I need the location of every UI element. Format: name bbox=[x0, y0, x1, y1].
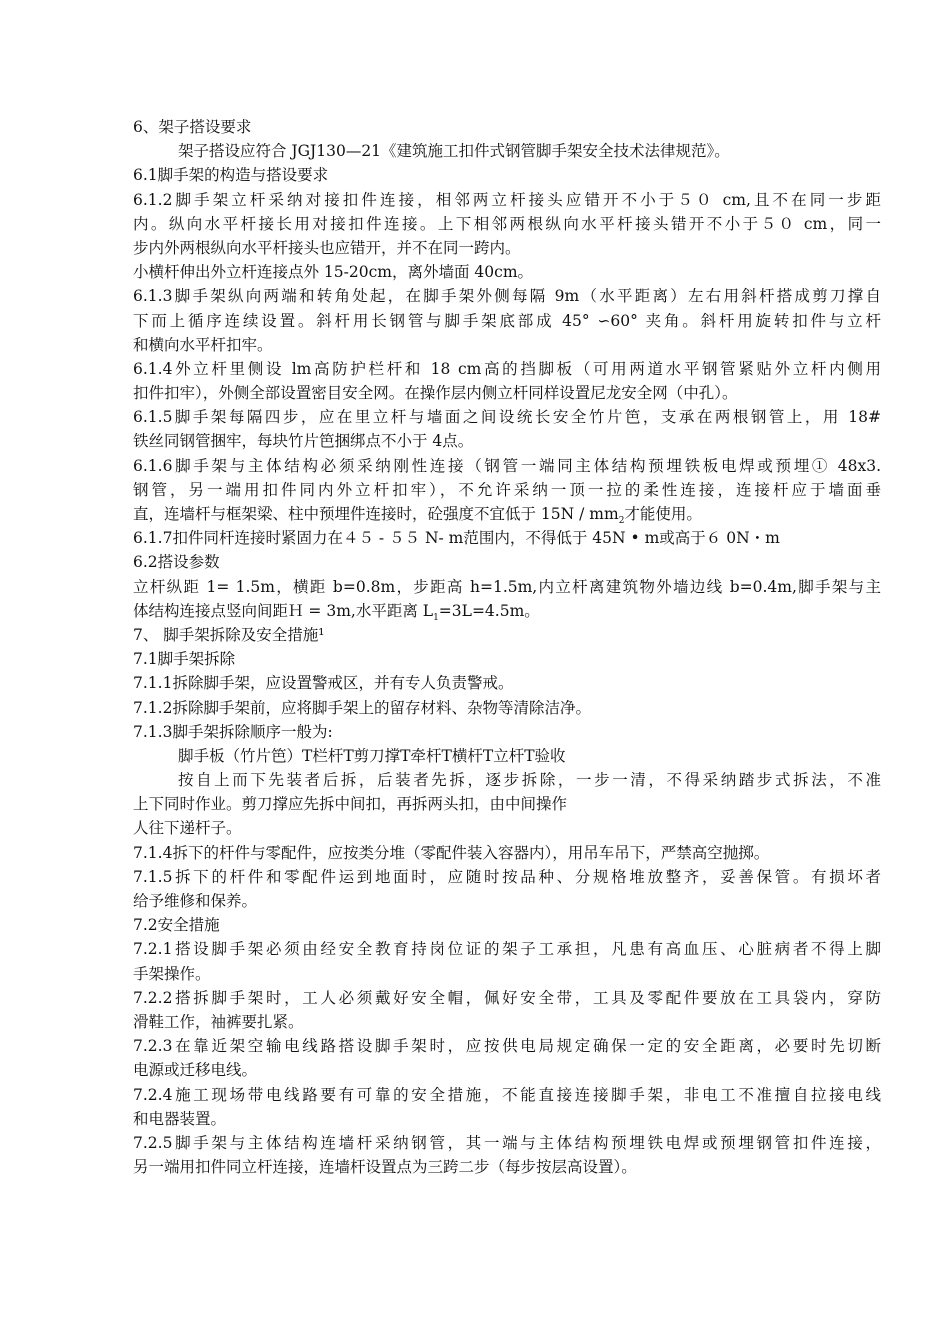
paragraph-line: 小横杆伸出外立杆连接点外 15-20cm，离外墙面 40cm。 bbox=[133, 263, 534, 282]
paragraph-line: 脚手板（竹片笆）T栏杆T剪刀撑T牵杆T横杆T立杆T验收 bbox=[178, 746, 566, 765]
paragraph-line: 7.2.4施工现场带电线路要有可靠的安全措施，不能直接连接脚手架，非电工不准擅自拉接电线 bbox=[133, 1085, 881, 1104]
paragraph-line: 7.1.5拆下的杆件和零配件运到地面时，应随时按品种、分规格堆放整齐，妥善保管。有损坏者 bbox=[133, 867, 881, 886]
section-heading: 6、架子搭设要求 bbox=[133, 118, 252, 136]
paragraph-line bbox=[133, 599, 881, 623]
subscript: 2 bbox=[618, 516, 625, 527]
paragraph-line: 7.1.4拆下的杆件与零配件，应按类分堆（零配件装入容器内），用吊车吊下，严禁高空抛掷。 bbox=[133, 843, 770, 862]
paragraph-line: 滑鞋工作，袖裤要扎紧。 bbox=[133, 1012, 304, 1031]
paragraph-line: 钢管，另一端用扣件同内外立杆扣牢），不允许采纳一顶一拉的柔性连接，连接杆应于墙面垂 bbox=[133, 480, 881, 499]
subsection-heading: 6.1脚手架的构造与搭设要求 bbox=[133, 166, 329, 185]
paragraph-line: 7.1.1拆除脚手架，应设置警戒区，并有专人负责警戒。 bbox=[133, 674, 514, 693]
paragraph-line: 和横向水平杆扣牢。 bbox=[133, 335, 273, 354]
paragraph-line: 7.1.2拆除脚手架前，应将脚手架上的留存材料、杂物等清除洁净。 bbox=[133, 698, 591, 717]
line-text: 才能使用。 bbox=[624, 505, 702, 523]
subsection-heading: 7.1脚手架拆除 bbox=[133, 650, 236, 669]
paragraph-line: 7.2.3在靠近架空输电线路搭设脚手架时，应按供电局规定确保一定的安全距离，必要时先切断 bbox=[133, 1037, 881, 1056]
paragraph-line: 上下同时作业。剪刀撑应先拆中间扣，再拆两头扣，由中间操作 bbox=[133, 795, 568, 814]
paragraph-line: 架子搭设应符合 JGJ130—21《建筑施工扣件式钢管脚手架安全技术法律规范》。 bbox=[178, 142, 730, 161]
line-text: =3L=4.5m。 bbox=[438, 601, 540, 620]
paragraph-line: 6.1.6脚手架与主体结构必须采纳刚性连接（钢管一端同主体结构预埋铁板电焊或预埋① 48x3. bbox=[133, 456, 881, 475]
paragraph-line: 另一端用扣件同立杆连接，连墙杆设置点为三跨二步（每步按层高设置）。 bbox=[133, 1158, 637, 1177]
subsection-heading: 7.2安全措施 bbox=[133, 916, 220, 935]
paragraph-line: 人往下递杆子。 bbox=[133, 819, 242, 838]
paragraph-line: 6.1.3脚手架纵向两端和转角处起，在脚手架外侧每隔 9m（水平距离）左右用斜杆搭成剪刀撑自 bbox=[133, 287, 881, 306]
paragraph-line: 按自上而下先装者后拆，后装者先拆，逐步拆除，一步一清，不得采纳踏步式拆法，不准 bbox=[178, 771, 881, 790]
line-text: 体结构连接点竖向间距Ｈ = 3m,水平距离 L bbox=[133, 601, 434, 620]
paragraph-line: 扣件扣牢），外侧全部设置密目安全网。在操作层内侧立杆同样设置尼龙安全网（中孔）。 bbox=[133, 384, 738, 403]
paragraph-line: 6.1.4外立杆里侧设 lm高防护栏杆和 18 cm高的挡脚板（可用两道水平钢管紧贴外立杆内侧用 bbox=[133, 359, 881, 378]
document-body bbox=[133, 115, 881, 1179]
line-text: 直，连墙杆与框架梁、柱中预埋件连接时，砼强度不宜低于 15N / mm bbox=[133, 505, 619, 523]
paragraph-line: 电源或迁移电线。 bbox=[133, 1061, 258, 1080]
paragraph-line: 6.1.5脚手架每隔四步，应在里立杆与墙面之间设统长安全竹片笆，支承在两根钢管上，用 18# bbox=[133, 408, 881, 427]
subsection-heading: 6.2搭设参数 bbox=[133, 553, 220, 572]
paragraph-line bbox=[133, 502, 881, 526]
paragraph-line: 7.2.2搭拆脚手架时，工人必须戴好安全帽，佩好安全带，工具及零配件要放在工具袋内，穿防 bbox=[133, 988, 881, 1007]
paragraph-line: 铁丝同钢管捆牢，每块竹片笆捆绑点不小于 4点。 bbox=[133, 432, 474, 451]
paragraph-line: 7.2.1搭设脚手架必须由经安全教育持岗位证的架子工承担，凡患有高血压、心脏病者不得上脚 bbox=[133, 940, 881, 959]
paragraph-line: 和电器装置。 bbox=[133, 1109, 227, 1128]
paragraph-line: 立杆纵距 1= 1.5m，横距 b=0.8m，步距高 h=1.5m,内立杆离建筑物外墙边线 b=0.4m,脚手架与主 bbox=[133, 577, 881, 596]
subscript: 1 bbox=[433, 612, 439, 623]
paragraph-line: 步内外两根纵向水平杆接头也应错开，并不在同一跨内。 bbox=[133, 238, 521, 257]
paragraph-line: 内。纵向水平杆接长用对接扣件连接。上下相邻两根纵向水平杆接头错开不小于５０ cm，同一 bbox=[133, 214, 881, 233]
paragraph-line: 7.1.3脚手架拆除顺序一般为: bbox=[133, 722, 333, 741]
paragraph-line: 手架操作。 bbox=[133, 964, 211, 983]
section-heading: 7、 脚手架拆除及安全措施¹ bbox=[133, 625, 325, 644]
paragraph-line: 给予维修和保养。 bbox=[133, 892, 258, 910]
paragraph-line: 下而上循序连续设置。斜杆用长钢管与脚手架底部成 45° ∽60° 夹角。斜杆用旋转扣件与立杆 bbox=[133, 311, 881, 330]
paragraph-line: 7.2.5脚手架与主体结构连墙杆采纳钢管，其一端与主体结构预埋铁电焊或预埋钢管扣件连接， bbox=[133, 1133, 881, 1152]
paragraph-line: 6.1.2脚手架立杆采纳对接扣件连接，相邻两立杆接头应错开不小于５０ cm,且不在同一步距 bbox=[133, 190, 881, 209]
paragraph-line: 6.1.7扣件同杆连接时紧固力在４５ - ５５ N- m范围内，不得低于 45N • m或高于６ 0N・m bbox=[133, 529, 780, 548]
